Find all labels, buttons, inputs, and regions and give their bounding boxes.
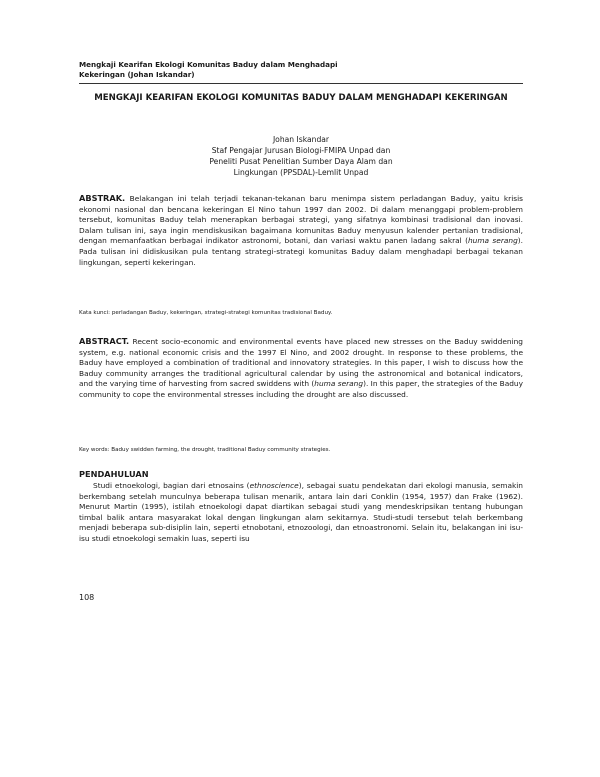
abstrak-italic-term: huma serang — [467, 236, 518, 246]
abstrak-text: ). Pada tulisan ini didiskusikan pula tentang strategi-strategi komunitas Baduy dalam menghadapi berbagai tekanan lingkungan, seperti kekeringan. — [79, 236, 523, 267]
abstract-text: Recent socio-economic and environmental events have placed new stresses on the Baduy swiddening system, e.g. national economic crisis and the 1997 El Nino, and 2002 drought. In response to these problems, the Baduy have employed a combination of traditional and innovatory strategies. In this paper, I wish to discuss how the Baduy community arranges the traditional agricultural calendar by using the astronomical and botanical indicators, and the varying time of harvesting from sacred swiddens with ( — [79, 337, 523, 389]
author-block — [79, 134, 523, 178]
abstract-paragraph — [79, 336, 523, 401]
abstract-label: ABSTRACT. — [79, 336, 130, 346]
abstrak-label: ABSTRAK. — [79, 193, 126, 203]
abstract-text: ). In this paper, the strategies of the Baduy community to cope the environmental stresses including the drought are also discussed. — [79, 379, 523, 399]
body-text: ), sebagai suatu pendekatan dari ekologi manusia, semakin berkembang setelah munculnya beberapa tulisan menarik, antara lain dari Conklin (1954, 1957) dan Frake (1962). Menurut Martin (1995), istilah etnoekologi dapat diartikan sebagai studi yang mendeskripsikan tentang hubungan timbal balik antara masyarakat lokal dengan lingkungan alam sekitarnya. Studi-studi tersebut telah berkembang menjadi beberapa sub-disiplin lain, seperti etnobotani, etnozoologi, dan etnoastronomi. Selain itu, belakangan ini isu-isu studi etnoekologi semakin luas, seperti isu — [79, 481, 523, 543]
page-number: 108 — [79, 593, 95, 602]
kata-kunci: Kata kunci: perladangan Baduy, kekeringan, strategi-strategi komunitas tradisional Baduy. — [79, 310, 333, 316]
body-paragraph — [79, 481, 523, 545]
author-affiliation-line: Staf Pengajar Jurusan Biologi-FMIPA Unpad dan — [211, 146, 391, 155]
author-affiliation-line: Lingkungan (PPSDAL)-Lemlit Unpad — [233, 168, 369, 177]
abstract-italic-term: huma serang — [314, 379, 364, 389]
author-name: Johan Iskandar — [272, 135, 330, 144]
body-italic-term: ethnoscience — [249, 481, 299, 490]
abstrak-text: Belakangan ini telah terjadi tekanan-tekanan baru menimpa sistem perladangan Baduy, yaitu krisis ekonomi nasional dan bencana kekeringan El Nino tahun 1997 dan 2002. Di dalam menanggapi problem-problem tersebut, komunitas Baduy telah menerapkan berbagai strategi, yang sifatnya kombinasi tradisional dan inovasi. Dalam tulisan ini, saya ingin mendiskusikan bagaimana komunitas Baduy menyusun kalender pertanian tradisional, dengan memanfaatkan berbagai indikator astronomi, botani, dan variasi waktu panen ladang sakral ( — [79, 194, 523, 246]
section-heading: PENDAHULUAN — [79, 469, 149, 479]
body-text: Studi etnoekologi, bagian dari etnosains ( — [93, 481, 250, 490]
author-affiliation-line: Peneliti Pusat Penelitian Sumber Daya Alam dan — [209, 157, 393, 166]
abstrak-paragraph — [79, 193, 523, 268]
running-head: Mengkaji Kearifan Ekologi Komunitas Baduy dalam Menghadapi Kekeringan (Johan Iskandar) — [79, 60, 338, 79]
key-words: Key words: Baduy swidden farming, the drought, traditional Baduy community strategies. — [79, 447, 331, 453]
article-title: MENGKAJI KEARIFAN EKOLOGI KOMUNITAS BADUY DALAM MENGHADAPI KEKERINGAN — [94, 93, 508, 103]
header-rule — [79, 83, 523, 84]
